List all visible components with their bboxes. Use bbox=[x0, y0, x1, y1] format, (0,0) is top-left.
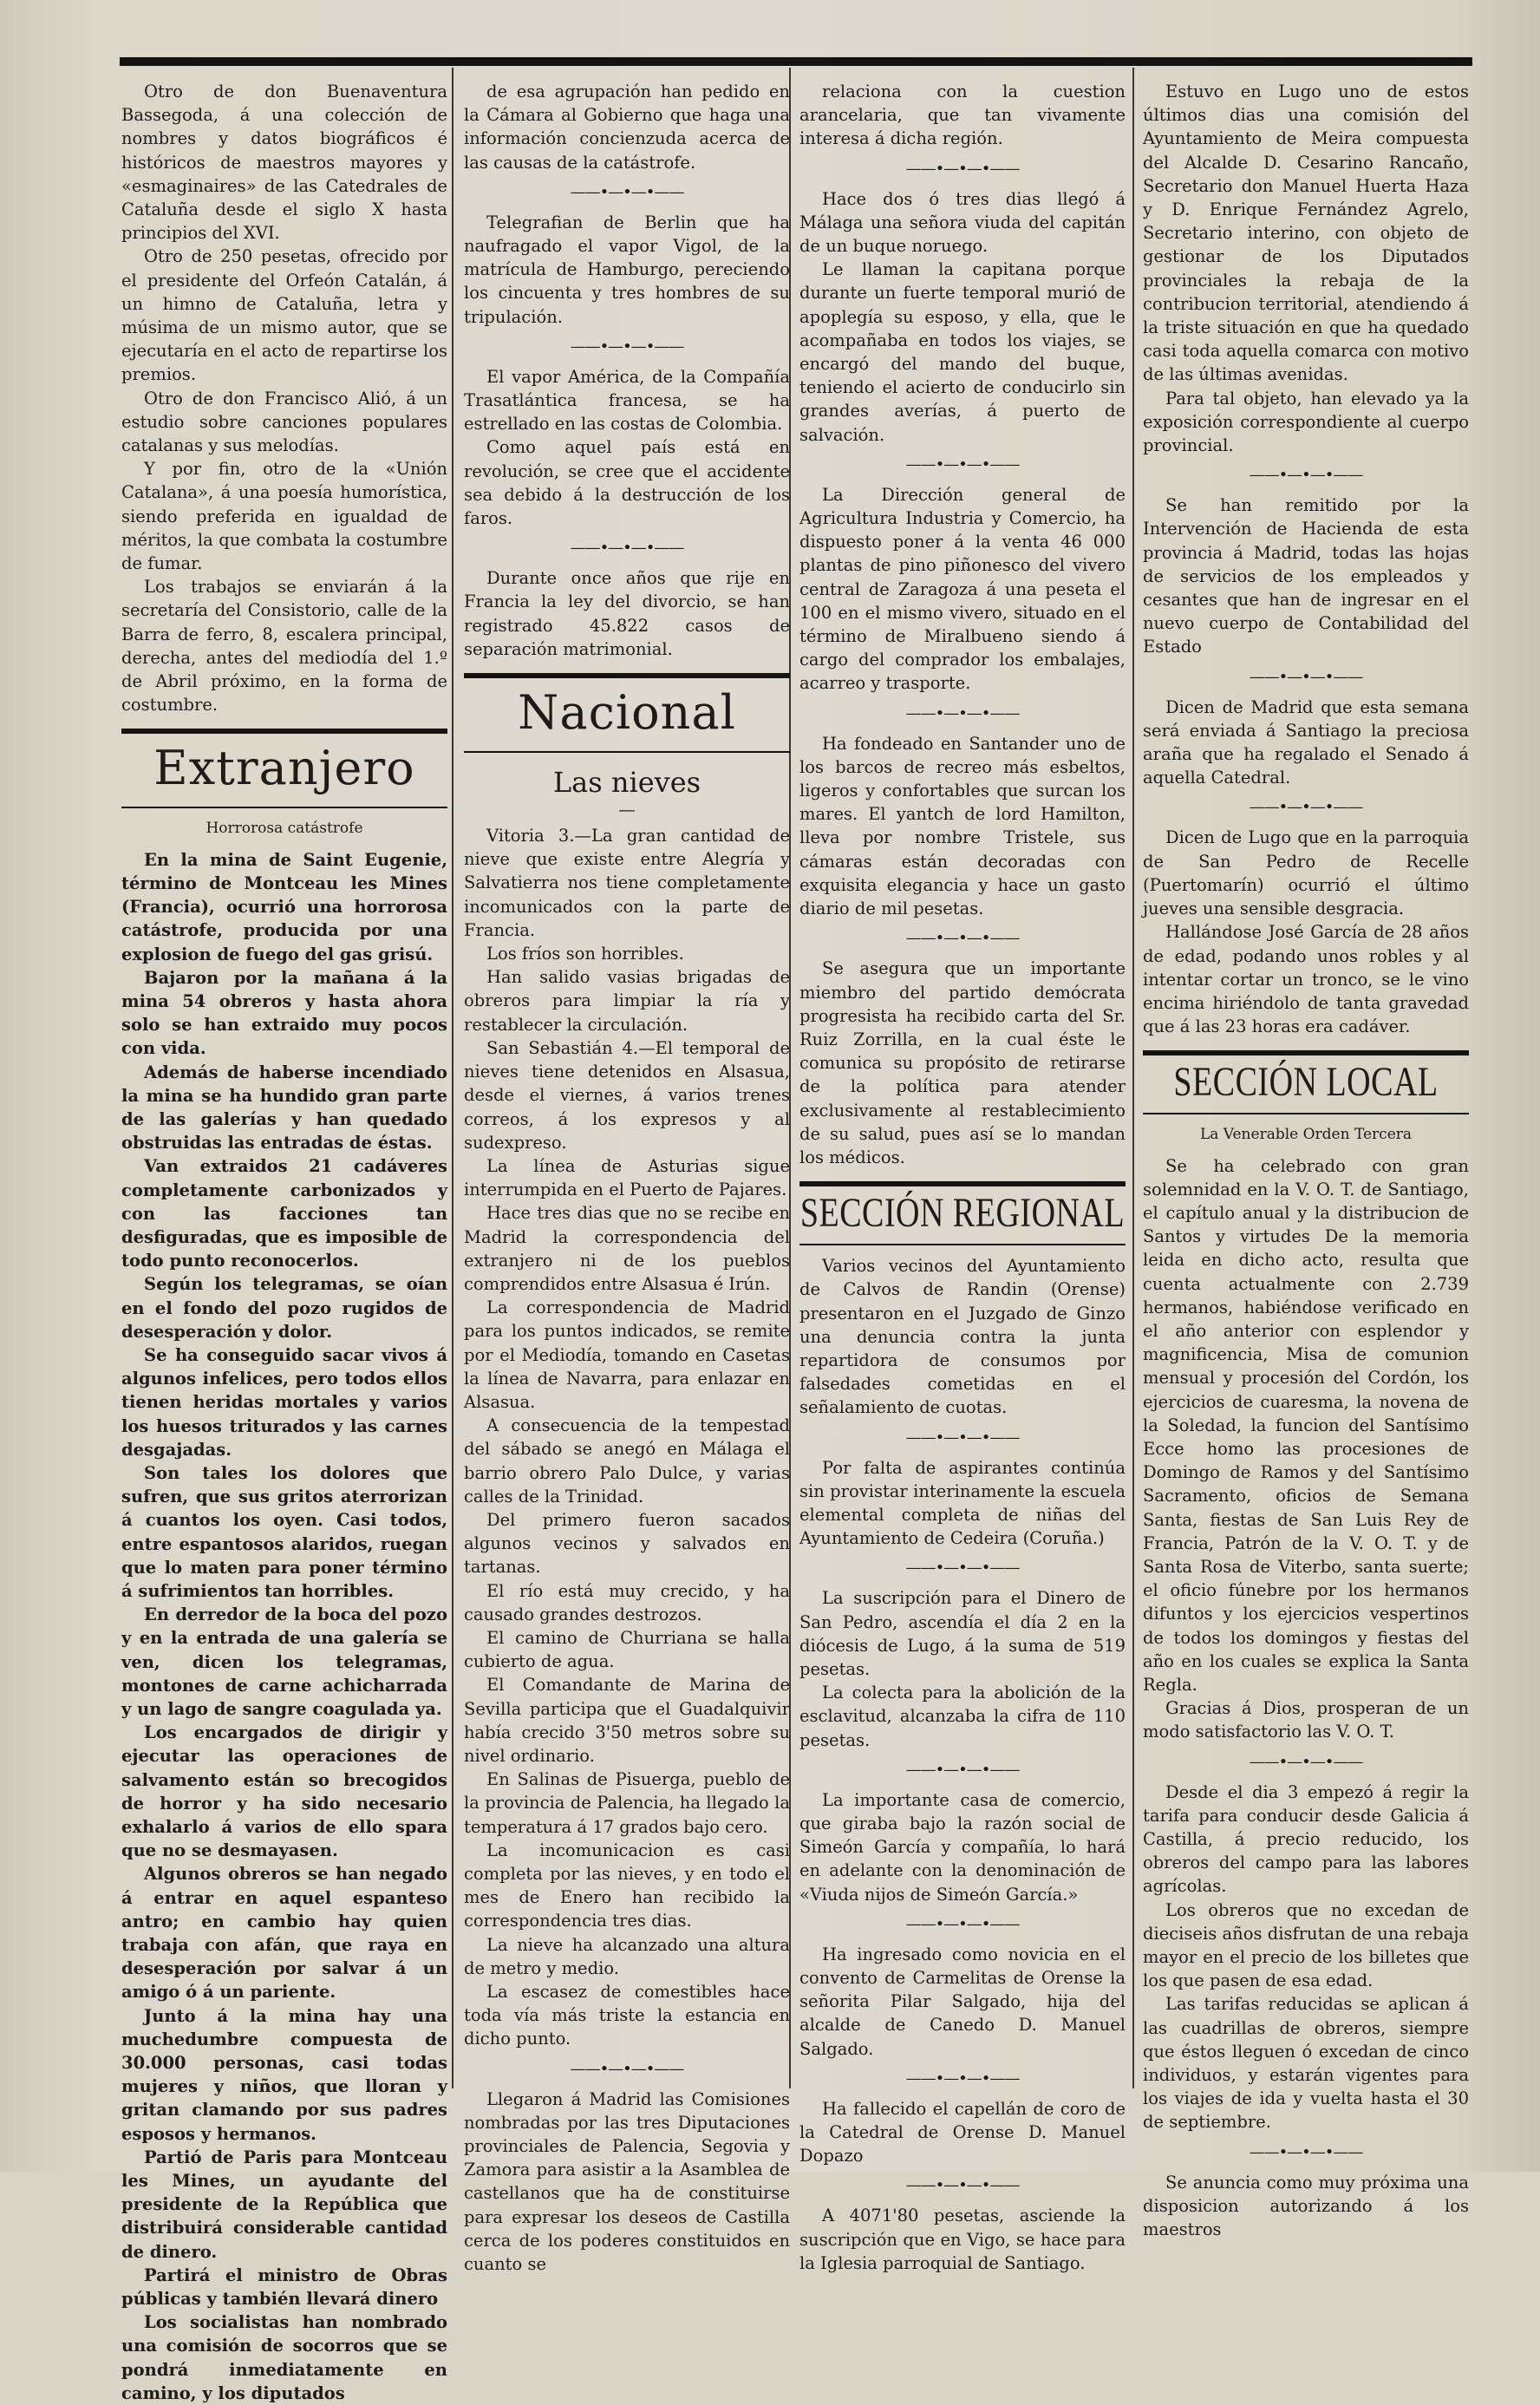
article-paragraph: Se ha conseguido sacar vivos á algunos infelices, pero todos ellos tienen heridas mortales y varios los huesos triturados y las carnes desgajadas. bbox=[121, 1344, 447, 1460]
article-paragraph: La importante casa de comercio, que giraba bajo la razón social de Simeón García y compañía, lo hará en adelante con la denominación de «Viuda nijos de Simeón García.» bbox=[799, 1789, 1126, 1905]
article-paragraph: Son tales los dolores que sufren, que sus gritos aterrorizan á cuantos los oyen. Casi todos, entre espantosos alaridos, ruegan que lo maten para poner término á sufrimientos tan horribles. bbox=[121, 1462, 447, 1601]
article-paragraph: La Dirección general de Agricultura Industria y Comercio, ha dispuesto poner á la venta 46 000 plantas de pino piñonesco del vivero central de Zaragoza á una peseta el 100 en el mismo vivero, situado en el término de Miralbueno siendo á cargo del comprador los embalajes, acarreo y trasporte. bbox=[799, 484, 1126, 694]
article-paragraph: Por falta de aspirantes continúa sin provistar interinamente la escuela elemental completa de niñas del Ayuntamiento de Cedeira (Coruña.) bbox=[799, 1457, 1126, 1549]
section-header-local bbox=[1143, 1050, 1469, 1114]
article-paragraph: Otro de 250 pesetas, ofrecido por el presidente del Orfeón Catalán, á un himno de Cataluña, letra y músima de un mismo autor, que se ejecutaría en el acto de repartirse los premios. bbox=[121, 246, 447, 385]
article-paragraph: El Comandante de Marina de Sevilla participa que el Guadalquivir había crecido 3'50 metros sobre su nivel ordinario. bbox=[464, 1675, 790, 1766]
article-paragraph: Los obreros que no excedan de dieciseis años disfrutan de una rebaja mayor en el precio de los billetes que los que pasen de esa edad. bbox=[1143, 1899, 1469, 1991]
article-subtitle: Horrorosa catástrofe bbox=[206, 820, 363, 838]
article-subtitle: La Venerable Orden Tercera bbox=[1199, 1126, 1413, 1144]
article-paragraph: de esa agrupación han pedido en la Cámara al Gobierno que haga una información concienzuda acerca de las causas de la catástrofe. bbox=[464, 82, 790, 173]
article-paragraph: Estuvo en Lugo uno de estos últimos dias una comisión del Ayuntamiento de Meira compuesta del Alcalde D. Cesarino Rancaño, Secretario don Manuel Huerta Haza y D. Enrique Fernández Agrelo, Secretario interino, con objeto de gestionar de los Diputados provinciales la rebaja de la contribucion territorial, atendiendo á la triste situación en que ha quedado casi toda aquella comarca con motivo de las últimas avenidas. bbox=[1143, 82, 1469, 385]
article-paragraph: Junto á la mina hay una muchedumbre compuesta de 30.000 personas, casi todas mujeres y niños, que lloran y gritan clamando por sus padres esposos y hermanos. bbox=[121, 2005, 447, 2144]
ornament-divider: ——•—•—•—— bbox=[905, 1559, 1020, 1578]
section-header-regional bbox=[799, 1181, 1126, 1245]
ornament-divider: ——•—•—•—— bbox=[905, 703, 1020, 722]
article-paragraph: Los trabajos se enviarán á la secretaría del Consistorio, calle de la Barra de ferro, 8, escalera principal, derecha, antes del mediodía del 1.º de Abril próximo, en la forma de costumbre. bbox=[121, 577, 447, 716]
ornament-divider: ——•—•—•—— bbox=[1249, 667, 1363, 686]
article-paragraph: Según los telegramas, se oían en el fondo del pozo rugidos de desesperación y dolor. bbox=[121, 1274, 447, 1342]
ornament-divider: ——•—•—•—— bbox=[905, 159, 1020, 178]
ornament-divider: ——•—•—•—— bbox=[1249, 466, 1363, 485]
article-paragraph: Varios vecinos del Ayuntamiento de Calvos de Randin (Orense) presentaron en el Juzgado de Ginzo una denuncia contra la junta repartidora de consumos por falsedades cometidas en el señalamiento de cuotas. bbox=[799, 1256, 1126, 1418]
article-paragraph: Los socialistas han nombrado una comisión de socorros que se pondrá inmediatamente en camino, y los diputados bbox=[121, 2312, 447, 2403]
article-paragraph: Telegrafian de Berlin que ha naufragado el vapor Vigol, de la matrícula de Hamburgo, pereciendo los cincuenta y tres hombres de su tripulación. bbox=[464, 212, 790, 327]
article-paragraph: Ha fallecido el capellán de coro de la Catedral de Orense D. Manuel Dopazo bbox=[799, 2098, 1126, 2166]
section-header-nacional bbox=[464, 673, 790, 753]
ornament-divider: ——•—•—•—— bbox=[905, 454, 1020, 474]
article-paragraph: Se asegura que un importante miembro del partido demócrata progresista ha recibido carta del Sr. Ruiz Zorrilla, en la cual éste le comunica su propósito de retirarse de la política para atender exclusivamente al restablecimiento de su salud, pues así se lo mandan los médicos. bbox=[799, 958, 1126, 1167]
article-paragraph: En la mina de Saint Eugenie, término de Montceau les Mines (Francia), ocurrió una horrorosa catástrofe, producida por una explosion de fuego del gas grisú. bbox=[121, 849, 447, 964]
column-rule bbox=[452, 68, 454, 2088]
ornament-divider: ——•—•—•—— bbox=[905, 2176, 1020, 2195]
ornament-divider: ——•—•—•—— bbox=[1249, 798, 1363, 817]
article-paragraph: Desde el dia 3 empezó á regir la tarifa para conducir desde Galicia á Castilla, á precio reducido, los obreros del campo para las labores agrícolas. bbox=[1143, 1781, 1469, 1897]
ornament-divider: ——•—•—•—— bbox=[905, 1428, 1020, 1447]
article-paragraph: Ha ingresado como novicia en el convento de Carmelitas de Orense la señorita Pilar Salgado, hija del alcalde de Canedo D. Manuel Salgado. bbox=[799, 1944, 1126, 2059]
ornament-divider: ——•—•—•—— bbox=[570, 539, 684, 558]
article-paragraph: Del primero fueron sacados algunos vecinos y salvados en tartanas. bbox=[464, 1509, 790, 1578]
article-paragraph: El río está muy crecido, y ha causado grandes destrozos. bbox=[464, 1580, 790, 1624]
article-paragraph: Las tarifas reducidas se aplican á las cuadrillas de obreros, siempre que éstos lleguen ó excedan de cinco individuos, y estarán vigentes para los viajes de ida y vuelta hasta el 30 de septiembre. bbox=[1143, 1994, 1469, 2133]
ornament-divider: ——•—•—•—— bbox=[570, 337, 684, 356]
article-paragraph: Bajaron por la mañana á la mina 54 obreros y hasta ahora solo se han extraido muy pocos con vida. bbox=[121, 967, 447, 1059]
article-paragraph: Durante once años que rije en Francia la ley del divorcio, se han registrado 45.822 casos de separación matrimonial. bbox=[464, 568, 790, 659]
article-paragraph: Hallándose José García de 28 años de edad, podando unos robles y al intentar cortar un tronco, se le vino encima hiriéndolo de tanta gravedad que á las 23 horas era cadáver. bbox=[1143, 922, 1469, 1037]
article-paragraph: Se anuncia como muy próxima una disposicion autorizando á los maestros bbox=[1143, 2172, 1469, 2240]
ornament-divider: ——•—•—•—— bbox=[570, 2059, 684, 2078]
article-paragraph: Algunos obreros se han negado á entrar en aquel espanteso antro; en cambio hay quien trabaja con afán, que raya en desesperación por salvar á un amigo ó á un pariente. bbox=[121, 1864, 447, 2003]
section-title: SECCIÓN LOCAL bbox=[1173, 1060, 1439, 1106]
article-paragraph: Se han remitido por la Intervención de Hacienda de esta provincia á Madrid, todas las hojas de servicios de los empleados y cesantes que han de ingresar en el nuevo cuerpo de Contabilidad del Estado bbox=[1143, 495, 1469, 657]
top-rule bbox=[120, 57, 1472, 66]
ornament-divider: ——•—•—•—— bbox=[570, 182, 684, 201]
article-paragraph: Y por fin, otro de la «Unión Catalana», á una poesía humorística, siendo preferida en igualdad de méritos, la que combata la costumbre de fumar. bbox=[121, 459, 447, 574]
article-paragraph: Hace tres dias que no se recibe en Madrid la correspondencia del extranjero ni de los pueblos comprendidos entre Alsasua é Irún. bbox=[464, 1203, 790, 1294]
article-paragraph: Como aquel país está en revolución, se cree que el accidente sea debido á la destrucción de los faros. bbox=[464, 437, 790, 529]
article-paragraph: Van extraidos 21 cadáveres completamente carbonizados y con las facciones tan desfiguradas, que es imposible de todo punto reconocerlos. bbox=[121, 1156, 447, 1271]
ornament-divider: ——•—•—•—— bbox=[905, 1760, 1020, 1779]
section-header-extranjero bbox=[121, 729, 447, 808]
article-paragraph: La incomunicacion es casi completa por las nieves, y en todo el mes de Enero han recibido la correspondencia tres dias. bbox=[464, 1840, 790, 1931]
article-paragraph: En derredor de la boca del pozo y en la entrada de una galería se ven, dicen los telegramas, montones de carne achicharrada y un lago de sangre coagulada ya. bbox=[121, 1604, 447, 1719]
article-paragraph: Se ha celebrado con gran solemnidad en la V. O. T. de Santiago, el capítulo anual y la distribucion de Santos y virtudes De la memoria leida en dicho acto, resulta que cuenta actualmente con 2.739 hermanos, habiéndose verificado en el año anterior con esplendor y magnificencia, Misa de comunion mensual y procesión del Cordón, los ejercicios de cuaresma, la novena de la Soledad, la funcion del Santísimo Ecce homo las procesiones de Domingo de Ramos y del Santísimo Sacramento, oficios de Semana Santa, fiestas de San Luis Rey de Francia, Patrón de la V. O. T. y de Santa Rosa de Viterbo, santa suerte; el oficio fúnebre por los hermanos difuntos y los ejercicios vespertinos de todos los domingos y fiestas del año en los cuales se explica la Santa Regla. bbox=[1143, 1155, 1469, 1695]
ornament-divider: ——•—•—•—— bbox=[905, 929, 1020, 948]
column-2 bbox=[464, 80, 790, 2275]
ornament-divider: ——•—•—•—— bbox=[905, 1914, 1020, 1933]
article-paragraph: Llegaron á Madrid las Comisiones nombradas por las tres Diputaciones provinciales de Palencia, Segovia y Zamora para asistir a la Asamblea de castellanos que ha de constituirse para expresar los deseos de Castilla cerca de los poderes constituidos en cuanto se bbox=[464, 2088, 790, 2275]
article-paragraph: Otro de don Francisco Alió, á un estudio sobre canciones populares catalanas y sus melodías. bbox=[121, 388, 447, 456]
article-paragraph: Partirá el ministro de Obras públicas y también llevará dinero bbox=[121, 2264, 447, 2310]
ornament-divider: ——•—•—•—— bbox=[905, 2068, 1020, 2088]
section-title: SECCIÓN REGIONAL bbox=[799, 1190, 1126, 1237]
article-paragraph: Vitoria 3.—La gran cantidad de nieve que existe entre Alegría y Salvatierra nos tiene completamente incomunicados con la parte de Francia. bbox=[464, 826, 790, 940]
article-paragraph: Han salido vasias brigadas de obreros para limpiar la ría y restablecer la circulación. bbox=[464, 967, 790, 1035]
article-paragraph: Gracias á Dios, prosperan de un modo satisfactorio las V. O. T. bbox=[1143, 1698, 1469, 1742]
article-paragraph: La colecta para la abolición de la esclavitud, alcanzaba la cifra de 110 pesetas. bbox=[799, 1683, 1126, 1750]
article-paragraph: San Sebastián 4.—El temporal de nieves tiene detenidos en Alsasua, desde el viernes, á varios trenes correos, á los expresos y al sudexpreso. bbox=[464, 1037, 790, 1153]
article-paragraph: La escasez de comestibles hace toda vía más triste la estancia en dicho punto. bbox=[464, 1982, 790, 2049]
article-paragraph: En Salinas de Pisuerga, pueblo de la provincia de Palencia, ha llegado la temperatura á 17 grados bajo cero. bbox=[464, 1769, 790, 1837]
ornament-divider: ——•—•—•—— bbox=[1249, 2142, 1363, 2161]
article-paragraph: Los encargados de dirigir y ejecutar las operaciones de salvamento están so brecogidos de horror y ha sido necesario exhalarlo á varios de ello spara que no se desmayasen. bbox=[121, 1722, 447, 1861]
article-paragraph: Ha fondeado en Santander uno de los barcos de recreo más esbeltos, ligeros y confortables que surcan los mares. El yantch de lord Hamilton, lleva por nombre Tristele, sus cámaras están decoradas con exquisita elegancia y hace un gasto diario de mil pesetas. bbox=[799, 733, 1126, 919]
ornament-divider: ——•—•—•—— bbox=[1249, 1752, 1363, 1771]
article-paragraph: El vapor América, de la Compañía Trasatlántica francesa, se ha estrellado en las costas de Colombia. bbox=[464, 366, 790, 435]
article-paragraph: Le llaman la capitana porque durante un fuerte temporal murió de apoplegía su esposo, y ella, que le acompañaba en todos los viajes, se encargó del mando del buque, teniendo el acierto de conducirlo sin grandes averías, á puerto de salvación. bbox=[799, 259, 1126, 445]
section-title: Extranjero bbox=[153, 741, 415, 796]
column-4 bbox=[1143, 80, 1469, 2240]
article-paragraph: relaciona con la cuestion arancelaria, que tan vivamente interesa á dicha región. bbox=[799, 82, 1126, 149]
column-rule bbox=[1132, 68, 1134, 2088]
article-paragraph: La correspondencia de Madrid para los puntos indicados, se remite por el Mediodía, tomando en Casetas la línea de Navarra, para enlazar en Alsasua. bbox=[464, 1297, 790, 1412]
article-paragraph: Otro de don Buenaventura Bassegoda, á una colección de nombres y datos biográficos é históricos de maestros mayores y «esmaginaires» de las Catedrales de Cataluña desde el siglo X hasta principios del XVI. bbox=[121, 82, 447, 244]
article-paragraph: Partió de Paris para Montceau les Mines, un ayudante del presidente de la República que distribuirá considerable cantidad de dinero. bbox=[121, 2147, 447, 2262]
article-paragraph: La línea de Asturias sigue interrumpida en el Puerto de Pajares. bbox=[464, 1155, 790, 1200]
section-title: Nacional bbox=[518, 685, 736, 741]
article-paragraph: A consecuencia de la tempestad del sábado se anegó en Málaga el barrio obrero Palo Dulce, y varias calles de la Trinidad. bbox=[464, 1415, 790, 1506]
article-paragraph: Además de haberse incendiado la mina se ha hundido gran parte de las galerías y han quedado obstruidas las entradas de éstas. bbox=[121, 1062, 447, 1153]
article-subtitle: Las nieves bbox=[552, 766, 701, 800]
article-paragraph: A 4071'80 pesetas, asciende la suscripción que en Vigo, se hace para la Iglesia parroquial de Santiago. bbox=[799, 2206, 1126, 2273]
dash-divider: — bbox=[618, 800, 636, 820]
article-paragraph: Para tal objeto, han elevado ya la exposición correspondiente al cuerpo provincial. bbox=[1143, 388, 1469, 456]
column-3 bbox=[799, 80, 1126, 2273]
article-paragraph: Dicen de Lugo que en la parroquia de San Pedro de Recelle (Puertomarín) ocurrió el último jueves una sensible desgracia. bbox=[1143, 827, 1469, 919]
article-paragraph: Dicen de Madrid que esta semana será enviada á Santiago la preciosa araña que ha regalado el Senado á aquella Catedral. bbox=[1143, 696, 1469, 788]
article-paragraph: Los fríos son horribles. bbox=[486, 944, 684, 964]
article-paragraph: Hace dos ó tres dias llegó á Málaga una señora viuda del capitán de un buque noruego. bbox=[799, 188, 1126, 257]
article-paragraph: La suscripción para el Dinero de San Pedro, ascendía el día 2 en la diócesis de Lugo, á la suma de 519 pesetas. bbox=[799, 1588, 1126, 1679]
article-paragraph: El camino de Churriana se halla cubierto de agua. bbox=[464, 1627, 790, 1672]
article-paragraph: La nieve ha alcanzado una altura de metro y medio. bbox=[464, 1934, 790, 1978]
column-1 bbox=[121, 80, 447, 2403]
